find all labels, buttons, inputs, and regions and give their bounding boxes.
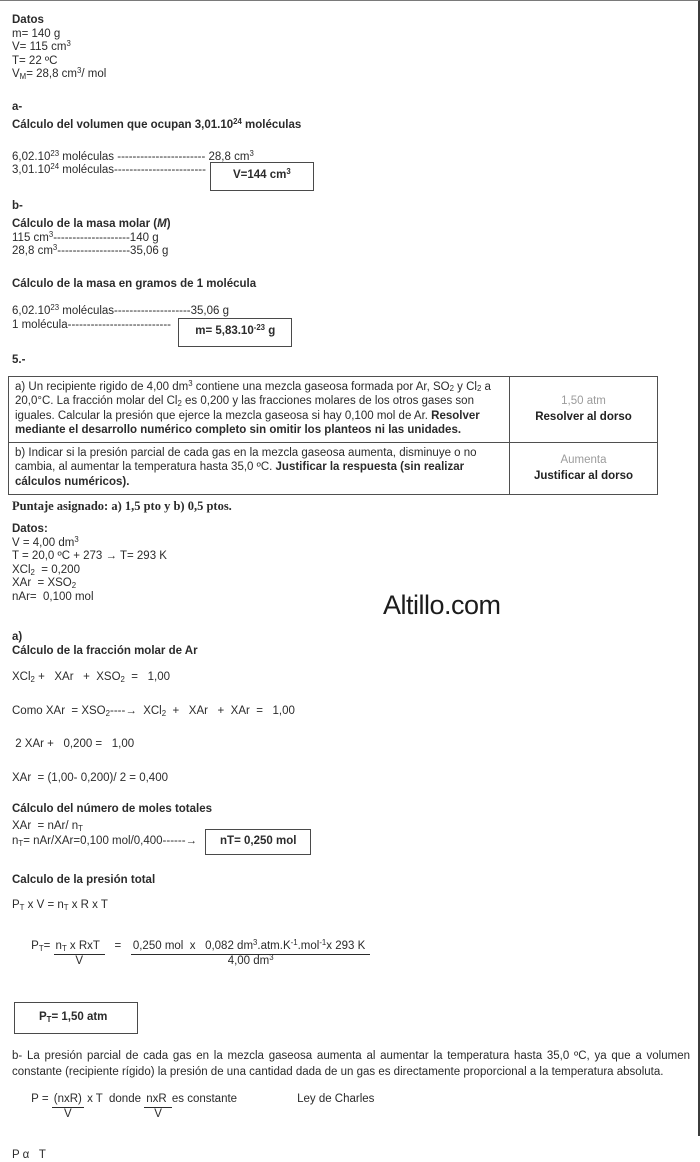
dato2-xar: XAr = $XSO_2$ xyxy=(12,577,77,591)
dato-vm: $V_M= 28,8$ $cm^3/$ mol xyxy=(12,66,107,81)
dato-v: V= 115 $cm^3$ xyxy=(12,39,71,53)
equation-4: XAr = (1,00- 0,200)/ 2 = 0,400 xyxy=(12,771,168,784)
proportionality-line: P α T xyxy=(12,1148,46,1161)
gas-law-equation: $P_T$ x $V = n_T$ x R x T xyxy=(12,899,108,913)
problem-5-number: 5.- xyxy=(12,354,26,366)
fraction-rhs-numerator: 0,250 mol x 0,082 $dm^3.atm.K^{-1}.mol^{-1}x$ 293 K xyxy=(131,940,371,955)
fraction-rhs-denominator: 4,00 $dm^3$ xyxy=(227,952,274,967)
pressure-fraction-line xyxy=(12,927,688,982)
charles-fraction-2-numerator: nxR xyxy=(144,1093,172,1108)
equation-1: XCl$_2$ + XAr + $XSO_2 = 1,00$ xyxy=(12,671,170,685)
part-a2-label: a) xyxy=(12,631,23,644)
charles-law-name: Ley de Charles xyxy=(297,1093,375,1106)
charles-tail: es constante xyxy=(171,1093,238,1106)
datos-heading: Datos xyxy=(12,14,44,26)
altillo-watermark: Altillo.com xyxy=(383,590,501,620)
equation-3: 2 XAr + 0,200 = 1,00 xyxy=(12,738,135,751)
masa-molar-heading: Cálculo de la masa molar (M) xyxy=(12,218,171,230)
fraction-rhs xyxy=(131,940,371,968)
fraction-lhs xyxy=(54,940,105,968)
datos-2-heading: Datos: xyxy=(12,523,48,536)
answer-box-masa: $m= 5,83.10^{-23}$ g xyxy=(178,318,292,348)
fraction-equals: = xyxy=(104,940,131,953)
part-b2-paragraph: b- La presión parcial de cada gas en la mezcla gaseosa aumenta al aumentar la temperatura hasta 35,0 ºC, ya que a volumen constante (recipiente rígido) la presión de una cantidad dada de un gas es directamente proporcional a la temperatura absoluta. xyxy=(12,1050,690,1078)
moles-line-1: XAr = nAr/ $n_T$ xyxy=(12,819,83,833)
proportion-line-1: 6,02.10$^{23}$ moléculas ----------------------- 28,8 $cm^3$ xyxy=(12,148,254,163)
dato2-xcl2: XCl$_2$ = 0,200 xyxy=(12,563,80,577)
part-a-heading: Cálculo del volumen que ocupan 3,01.10$^{24}$ moléculas xyxy=(12,117,302,131)
masa-gramos-line-1: 6,02.10$^{23}$ moléculas--------------------35,06 g xyxy=(12,303,230,317)
moles-line-2-text: $n_T= nAr/XAr=0,100$ mol/0,400------→ xyxy=(12,835,198,849)
moles-line-2 xyxy=(12,835,688,855)
masa-molar-line-1: 115 $cm^3--------------------140$ g xyxy=(12,229,159,244)
proportion-line-2 xyxy=(12,164,688,191)
charles-p: P = xyxy=(31,1093,52,1106)
answer-action-b: Justificar al dorso xyxy=(533,469,634,482)
dato-t: T= 22 ºC xyxy=(12,54,58,67)
charles-law-line xyxy=(12,1080,688,1135)
dato2-nar: nAr= 0,100 mol xyxy=(12,590,94,603)
fraction-lhs-numerator: $n_T$ x RxT xyxy=(55,940,103,954)
table-row-b xyxy=(9,442,658,494)
table-row-a xyxy=(9,376,658,442)
presion-total-heading: Calculo de la presión total xyxy=(12,873,156,886)
answer-value-b: Aumenta xyxy=(560,453,607,466)
answer-value-a: 1,50 atm xyxy=(561,394,606,407)
question-b-text: b) Indicar si la presión parcial de cada gas en la mezcla gaseosa aumenta, disminuye o no cambia, al aumentar la temperatura hasta 35,0 ºC. Justificar la respuesta (sin realizar cálculos numéricos). xyxy=(9,442,510,494)
pressure-answer-row xyxy=(14,1002,688,1035)
question-a-answer-cell xyxy=(510,376,658,442)
charles-mid: x T donde xyxy=(83,1093,145,1106)
part-b-label: b- xyxy=(12,199,23,212)
masa-gramos-heading: Cálculo de la masa en gramos de 1 molécula xyxy=(12,277,257,290)
question-table xyxy=(8,376,658,495)
charles-fraction-2 xyxy=(144,1093,172,1121)
charles-fraction-1-denominator: V xyxy=(63,1107,72,1120)
document-content xyxy=(0,1,698,1162)
fraccion-molar-heading: Cálculo de la fracción molar de Ar xyxy=(12,644,198,657)
masa-molar-line-2: 28,8 $cm^3-------------------35,06$ g xyxy=(12,243,169,257)
moles-totales-heading: Cálculo del número de moles totales xyxy=(12,803,213,816)
fraction-prefix: $P_T=$ xyxy=(31,940,54,954)
answer-action-a: Resolver al dorso xyxy=(535,410,632,423)
proportion-line-2-text: 3,01.10$^{24}$ moléculas------------------------ xyxy=(12,162,206,176)
puntaje-line: Puntaje asignado: a) 1,5 pto y b) 0,5 ptos. xyxy=(12,498,232,513)
fraction-lhs-denominator: V xyxy=(75,954,84,967)
charles-fraction-2-denominator: V xyxy=(154,1107,162,1120)
charles-fraction-1 xyxy=(52,1093,84,1121)
answer-box-presion: $P_T= 1,50$ atm xyxy=(14,1002,138,1035)
question-a-text: a) Un recipiente rigido de 4,00 $dm^3$ contiene una mezcla gaseosa formada por Ar, $SO_2$ y $Cl_2$ a 20,0°C. La fracción molar del $Cl_2$ es 0,200 y las fracciones molares de los otros gases son iguales. Calcular la presión que ejerce la mezcla gaseosa si hay 0,100 mol de Ar. Resolver mediante el desarrollo numérico completo sin omitir los planteos ni las unidades. xyxy=(9,376,510,442)
dato-m: m= 140 g xyxy=(12,27,61,40)
dato2-v: V = 4,00 $dm^3$ xyxy=(12,534,79,549)
masa-gramos-line-2 xyxy=(12,319,688,348)
part-a-label: a- xyxy=(12,100,23,113)
equation-2: Como XAr = $XSO_2----\to XCl_2$ + XAr + XAr = 1,00 xyxy=(12,704,295,718)
answer-box-moles: nT= 0,250 mol xyxy=(205,829,311,855)
question-b-answer-cell xyxy=(510,442,658,494)
dato2-t: T = 20,0 ºC + 273 → T= 293 K xyxy=(12,550,167,563)
answer-box-volume: V=144 $cm^3$ xyxy=(210,162,314,191)
charles-fraction-1-numerator: (nxR) xyxy=(52,1093,84,1108)
masa-gramos-line-2-text: 1 molécula--------------------------- xyxy=(12,318,175,331)
